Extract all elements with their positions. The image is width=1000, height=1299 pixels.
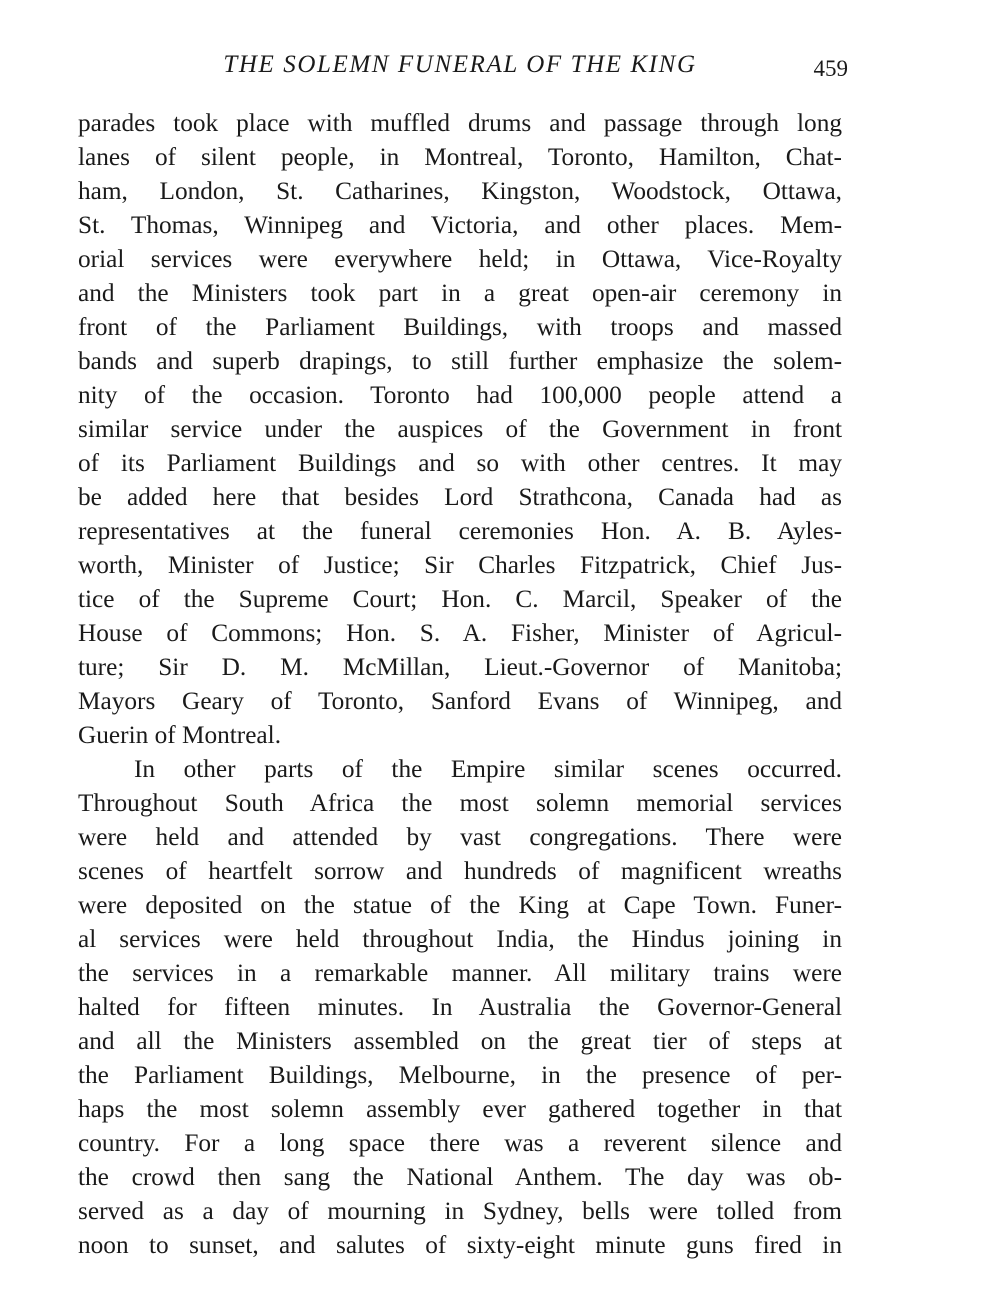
text-line: tice of the Supreme Court; Hon. C. Marcil, Speaker of the: [78, 585, 842, 613]
text-line: Guerin of Montreal.: [78, 721, 282, 749]
text-line: ham, London, St. Catharines, Kingston, Woodstock, Ottawa,: [78, 177, 842, 205]
running-title: THE SOLEMN FUNERAL OF THE KING: [223, 51, 697, 78]
text-line: noon to sunset, and salutes of sixty-eight minute guns fired in: [78, 1231, 842, 1259]
paragraph-2: [78, 752, 842, 1262]
text-line: lanes of silent people, in Montreal, Toronto, Hamilton, Chat-: [78, 143, 842, 171]
text-line: representatives at the funeral ceremonies Hon. A. B. Ayles-: [78, 517, 842, 545]
paragraph-1: [78, 106, 842, 752]
text-line: nity of the occasion. Toronto had 100,000 people attend a: [78, 381, 842, 409]
text-line: be added here that besides Lord Strathcona, Canada had as: [78, 483, 842, 511]
text-line: the services in a remarkable manner. All military trains were: [78, 959, 842, 987]
text-line: parades took place with muffled drums and passage through long: [78, 109, 842, 137]
text-line: al services were held throughout India, the Hindus joining in: [78, 925, 842, 953]
text-line: St. Thomas, Winnipeg and Victoria, and other places. Mem-: [78, 211, 842, 239]
text-line: and the Ministers took part in a great open-air ceremony in: [78, 279, 842, 307]
text-line: In other parts of the Empire similar scenes occurred.: [134, 755, 842, 783]
text-line: the crowd then sang the National Anthem. The day was ob-: [78, 1163, 842, 1191]
text-line: halted for fifteen minutes. In Australia the Governor-General: [78, 993, 842, 1021]
text-line: Throughout South Africa the most solemn memorial services: [78, 789, 842, 817]
text-line: were held and attended by vast congregations. There were: [78, 823, 842, 851]
text-line: haps the most solemn assembly ever gathered together in that: [78, 1095, 842, 1123]
text-line: were deposited on the statue of the King at Cape Town. Funer-: [78, 891, 842, 919]
text-line: the Parliament Buildings, Melbourne, in the presence of per-: [78, 1061, 842, 1089]
text-line: front of the Parliament Buildings, with troops and massed: [78, 313, 842, 341]
text-line: country. For a long space there was a reverent silence and: [78, 1129, 842, 1157]
running-head: [78, 48, 848, 82]
text-line: scenes of heartfelt sorrow and hundreds of magnificent wreaths: [78, 857, 842, 885]
text-line: House of Commons; Hon. S. A. Fisher, Minister of Agricul-: [78, 619, 842, 647]
body-text: [78, 106, 842, 1262]
page-number: 459: [813, 56, 848, 81]
text-line: bands and superb drapings, to still further emphasize the solem-: [78, 347, 842, 375]
text-line: Mayors Geary of Toronto, Sanford Evans of Winnipeg, and: [78, 687, 842, 715]
text-line: orial services were everywhere held; in Ottawa, Vice-Royalty: [78, 245, 842, 273]
text-line: of its Parliament Buildings and so with other centres. It may: [78, 449, 842, 477]
text-line: served as a day of mourning in Sydney, bells were tolled from: [78, 1197, 842, 1225]
text-line: ture; Sir D. M. McMillan, Lieut.-Governor of Manitoba;: [78, 653, 842, 681]
text-line: and all the Ministers assembled on the great tier of steps at: [78, 1027, 842, 1055]
text-line: worth, Minister of Justice; Sir Charles Fitzpatrick, Chief Jus-: [78, 551, 842, 579]
text-line: similar service under the auspices of the Government in front: [78, 415, 842, 443]
